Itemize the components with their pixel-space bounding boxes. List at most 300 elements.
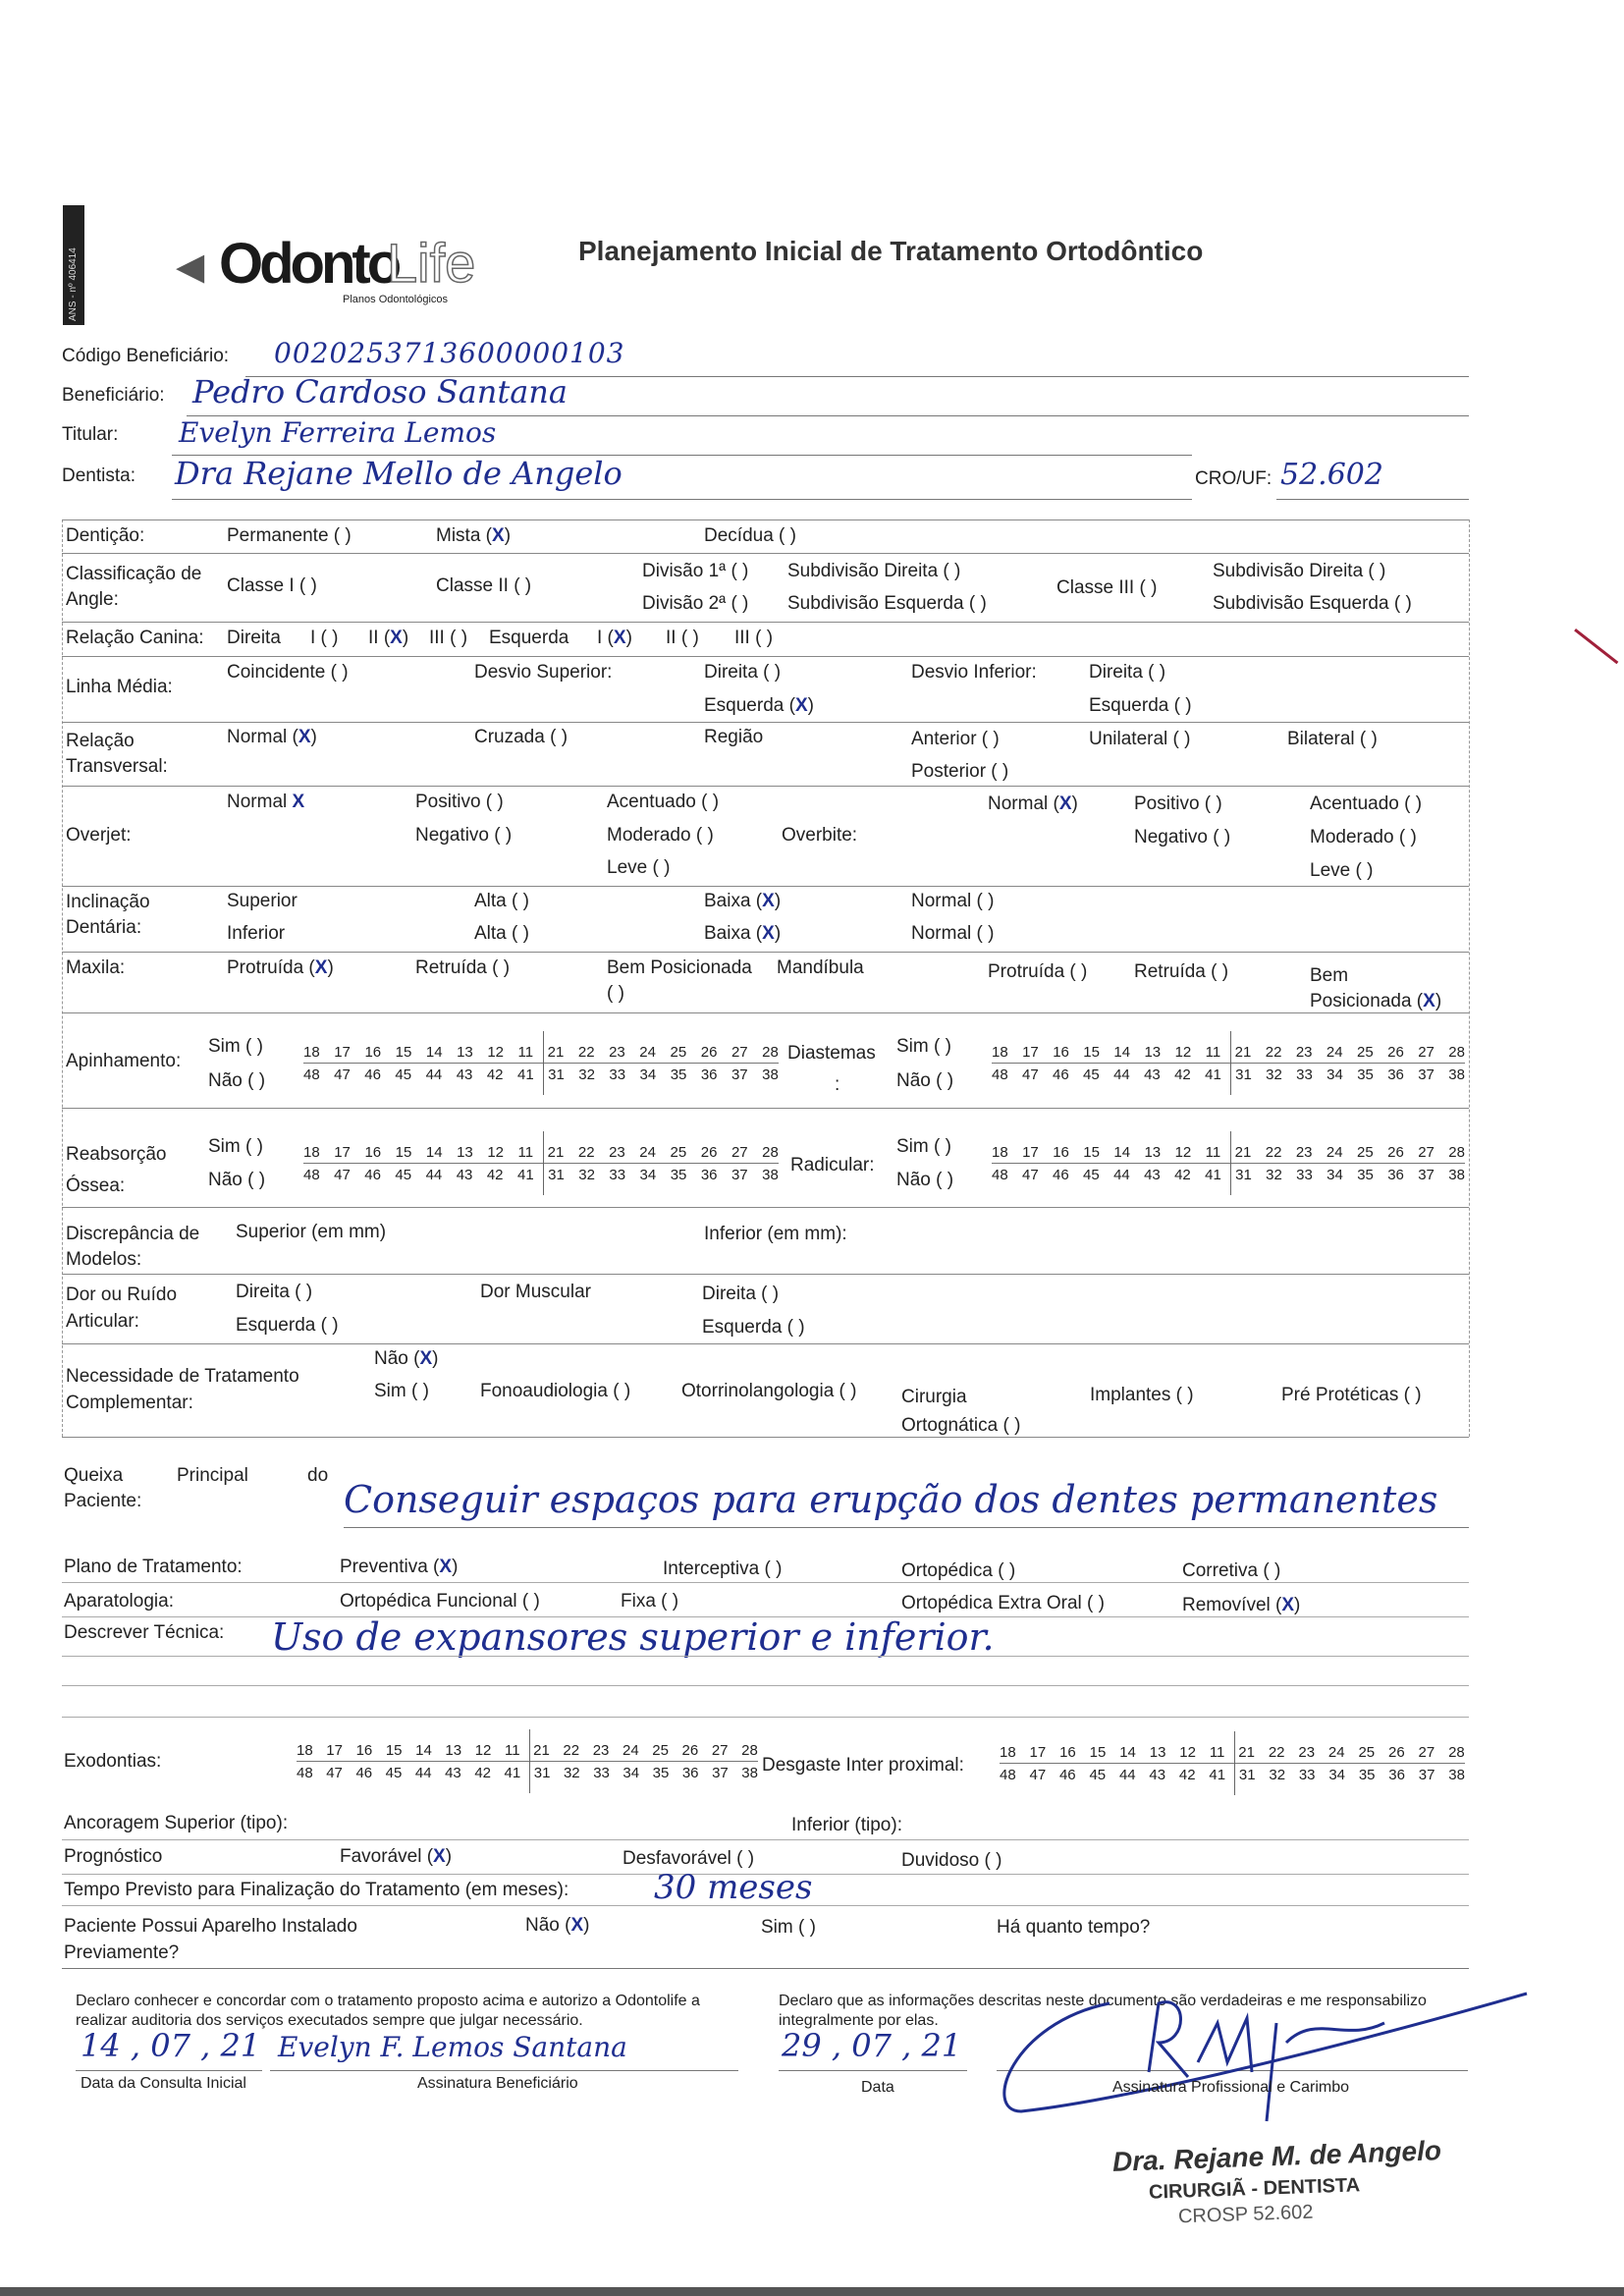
tooth-number[interactable]: 41 bbox=[1205, 1066, 1221, 1083]
tooth-number[interactable]: 31 bbox=[548, 1166, 565, 1183]
tooth-number[interactable]: 26 bbox=[1387, 1043, 1404, 1061]
tooth-number[interactable]: 18 bbox=[303, 1043, 320, 1061]
option-dor-esquerda[interactable]: Esquerda ( ) bbox=[236, 1315, 339, 1336]
option-classe-i[interactable]: Classe I ( ) bbox=[227, 575, 317, 596]
tooth-number[interactable]: 41 bbox=[516, 1066, 534, 1083]
tooth-number[interactable]: 18 bbox=[992, 1143, 1008, 1161]
option-decidua[interactable]: Decídua ( ) bbox=[704, 525, 796, 546]
option-overjet-positivo[interactable]: Positivo ( ) bbox=[415, 792, 504, 812]
option-overjet-negativo[interactable]: Negativo ( ) bbox=[415, 825, 513, 846]
tooth-number[interactable]: 47 bbox=[1022, 1166, 1039, 1183]
tooth-number[interactable]: 23 bbox=[1298, 1743, 1316, 1761]
option-nec-sim[interactable]: Sim ( ) bbox=[374, 1381, 429, 1401]
tooth-grid-apinhamento[interactable] bbox=[303, 1041, 779, 1085]
tooth-number[interactable]: 15 bbox=[1083, 1143, 1100, 1161]
tooth-number[interactable]: 25 bbox=[670, 1043, 687, 1061]
tooth-number[interactable]: 45 bbox=[1083, 1066, 1100, 1083]
tooth-number[interactable]: 27 bbox=[711, 1741, 729, 1759]
tooth-number[interactable]: 16 bbox=[355, 1741, 373, 1759]
tooth-number[interactable]: 32 bbox=[1269, 1766, 1286, 1783]
option-corretiva[interactable]: Corretiva ( ) bbox=[1182, 1560, 1281, 1581]
option-maxila-retruida[interactable]: Retruída ( ) bbox=[415, 957, 511, 978]
option-fono[interactable]: Fonoaudiologia ( ) bbox=[480, 1381, 631, 1401]
tooth-number[interactable]: 42 bbox=[474, 1764, 491, 1781]
option-otorrino[interactable]: Otorrinolangologia ( ) bbox=[681, 1381, 857, 1401]
tooth-number[interactable]: 22 bbox=[563, 1741, 580, 1759]
option-coincidente[interactable]: Coincidente ( ) bbox=[227, 662, 349, 683]
tooth-number[interactable]: 33 bbox=[593, 1764, 610, 1781]
tooth-number[interactable]: 36 bbox=[1388, 1766, 1405, 1783]
option-overjet-normal[interactable]: Normal X bbox=[227, 792, 305, 812]
tooth-number[interactable]: 23 bbox=[592, 1741, 610, 1759]
tooth-number[interactable]: 48 bbox=[297, 1764, 313, 1781]
check-mark: X bbox=[292, 792, 305, 812]
tooth-number[interactable]: 45 bbox=[395, 1166, 412, 1183]
option-ortopedica[interactable]: Ortopédica ( ) bbox=[901, 1560, 1016, 1581]
tooth-number[interactable]: 37 bbox=[712, 1764, 729, 1781]
option-extra-oral[interactable]: Ortopédica Extra Oral ( ) bbox=[901, 1593, 1105, 1613]
tooth-number[interactable]: 43 bbox=[445, 1764, 461, 1781]
tooth-number[interactable]: 34 bbox=[1326, 1066, 1343, 1083]
option-implantes[interactable]: Implantes ( ) bbox=[1090, 1385, 1194, 1405]
tooth-number[interactable]: 32 bbox=[578, 1166, 595, 1183]
option-overbite-moderado[interactable]: Moderado ( ) bbox=[1310, 827, 1417, 847]
tooth-number[interactable]: 21 bbox=[1234, 1043, 1252, 1061]
tooth-number[interactable]: 26 bbox=[681, 1741, 699, 1759]
tooth-number[interactable]: 48 bbox=[992, 1066, 1008, 1083]
tooth-number[interactable]: 27 bbox=[1418, 1043, 1435, 1061]
tooth-number[interactable]: 16 bbox=[1053, 1143, 1069, 1161]
tooth-number[interactable]: 13 bbox=[1144, 1143, 1162, 1161]
tooth-number[interactable]: 11 bbox=[1205, 1043, 1221, 1061]
tooth-number[interactable]: 31 bbox=[548, 1066, 565, 1083]
option-sup-baixa[interactable]: Baixa (X) bbox=[704, 891, 782, 911]
tooth-number[interactable]: 16 bbox=[1059, 1743, 1076, 1761]
tooth-number[interactable]: 14 bbox=[425, 1043, 443, 1061]
data-consulta-value[interactable]: 14 , 07 , 21 bbox=[81, 2027, 261, 2064]
option-posterior[interactable]: Posterior ( ) bbox=[911, 761, 1009, 782]
option-cruzada[interactable]: Cruzada ( ) bbox=[474, 727, 568, 747]
tooth-number[interactable]: 21 bbox=[1234, 1143, 1252, 1161]
tooth-number[interactable]: 46 bbox=[364, 1166, 381, 1183]
option-transv-normal[interactable]: Normal (X) bbox=[227, 727, 317, 747]
tooth-number[interactable]: 33 bbox=[1296, 1066, 1313, 1083]
tooth-number[interactable]: 38 bbox=[1448, 1066, 1465, 1083]
tooth-number[interactable]: 22 bbox=[577, 1043, 595, 1061]
tooth-number[interactable]: 35 bbox=[670, 1066, 687, 1083]
tooth-number[interactable]: 25 bbox=[1358, 1743, 1376, 1761]
option-funcional[interactable]: Ortopédica Funcional ( ) bbox=[340, 1591, 540, 1612]
tooth-number[interactable]: 23 bbox=[609, 1043, 625, 1061]
tooth-number[interactable]: 41 bbox=[504, 1764, 521, 1781]
tooth-number[interactable]: 17 bbox=[334, 1043, 351, 1061]
tooth-number[interactable]: 15 bbox=[1089, 1743, 1107, 1761]
tooth-number[interactable]: 18 bbox=[992, 1043, 1008, 1061]
tooth-number[interactable]: 18 bbox=[303, 1143, 320, 1161]
tooth-number[interactable]: 13 bbox=[457, 1043, 473, 1061]
tooth-number[interactable]: 24 bbox=[639, 1043, 656, 1061]
tooth-number[interactable]: 32 bbox=[578, 1066, 595, 1083]
tooth-number[interactable]: 24 bbox=[1326, 1143, 1343, 1161]
option-divisao-1[interactable]: Divisão 1ª ( ) bbox=[642, 561, 749, 581]
option-inf-normal[interactable]: Normal ( ) bbox=[911, 923, 995, 944]
tooth-number[interactable]: 46 bbox=[1053, 1166, 1069, 1183]
tooth-number[interactable]: 32 bbox=[1266, 1066, 1282, 1083]
tooth-number[interactable]: 41 bbox=[1205, 1166, 1221, 1183]
option-divisao-2[interactable]: Divisão 2ª ( ) bbox=[642, 593, 749, 614]
tooth-number[interactable]: 31 bbox=[1235, 1066, 1252, 1083]
tooth-number[interactable]: 28 bbox=[1448, 1143, 1465, 1161]
tooth-number[interactable]: 32 bbox=[1266, 1166, 1282, 1183]
tooth-number[interactable]: 17 bbox=[326, 1741, 343, 1759]
tooth-number[interactable]: 44 bbox=[414, 1764, 432, 1781]
tooth-number[interactable]: 27 bbox=[731, 1143, 748, 1161]
tooth-number[interactable]: 16 bbox=[364, 1043, 382, 1061]
tooth-number[interactable]: 42 bbox=[1178, 1766, 1196, 1783]
tooth-number[interactable]: 13 bbox=[1144, 1043, 1162, 1061]
tooth-number[interactable]: 42 bbox=[1174, 1066, 1191, 1083]
tooth-number[interactable]: 45 bbox=[385, 1764, 403, 1781]
tooth-number[interactable]: 31 bbox=[1235, 1166, 1252, 1183]
tooth-number[interactable]: 34 bbox=[639, 1166, 657, 1183]
check-mark: X bbox=[314, 957, 328, 978]
tooth-number[interactable]: 37 bbox=[731, 1166, 748, 1183]
tooth-number[interactable]: 47 bbox=[1029, 1766, 1047, 1783]
option-overjet-leve[interactable]: Leve ( ) bbox=[607, 857, 671, 878]
tooth-number[interactable]: 16 bbox=[364, 1143, 382, 1161]
option-interceptiva[interactable]: Interceptiva ( ) bbox=[663, 1558, 783, 1579]
tooth-number[interactable]: 33 bbox=[609, 1166, 626, 1183]
option-unilateral[interactable]: Unilateral ( ) bbox=[1089, 729, 1191, 749]
option-overbite-acentuado[interactable]: Acentuado ( ) bbox=[1310, 793, 1423, 814]
tooth-number[interactable]: 21 bbox=[547, 1143, 565, 1161]
option-sup-esquerda[interactable]: Esquerda (X) bbox=[704, 695, 814, 716]
tooth-number[interactable]: 43 bbox=[456, 1066, 473, 1083]
tooth-number[interactable]: 17 bbox=[334, 1143, 351, 1161]
option-mand-bem[interactable]: Bem Posicionada (X) bbox=[1310, 965, 1442, 1011]
tooth-number[interactable]: 28 bbox=[762, 1043, 779, 1061]
tooth-number[interactable]: 31 bbox=[1238, 1766, 1256, 1783]
option-removivel[interactable]: Removível (X) bbox=[1182, 1595, 1301, 1615]
tooth-number[interactable]: 47 bbox=[326, 1764, 343, 1781]
tooth-number[interactable]: 18 bbox=[297, 1741, 313, 1759]
option-overbite-leve[interactable]: Leve ( ) bbox=[1310, 860, 1374, 881]
dentista-value[interactable]: Dra Rejane Mello de Angelo bbox=[175, 455, 623, 492]
option-cirurgia[interactable]: Cirurgia Ortognática ( ) bbox=[901, 1387, 1021, 1436]
option-radic-sim[interactable]: Sim ( ) bbox=[896, 1136, 951, 1157]
tooth-number[interactable]: 44 bbox=[1113, 1066, 1130, 1083]
tooth-number[interactable]: 37 bbox=[1418, 1066, 1435, 1083]
tooth-number[interactable]: 35 bbox=[1358, 1766, 1376, 1783]
option-maxila-bem[interactable]: Bem Posicionada bbox=[607, 957, 752, 978]
option-subdiv-direita-1[interactable]: Subdivisão Direita ( ) bbox=[787, 561, 961, 581]
tooth-grid-diastemas[interactable] bbox=[992, 1041, 1465, 1085]
tooth-number[interactable]: 37 bbox=[731, 1066, 748, 1083]
tooth-number[interactable]: 43 bbox=[1144, 1166, 1161, 1183]
option-inf-alta[interactable]: Alta ( ) bbox=[474, 923, 529, 944]
option-maxila-bem-box[interactable]: ( ) bbox=[607, 983, 624, 1004]
tooth-number[interactable]: 46 bbox=[355, 1764, 373, 1781]
option-reabs-sim[interactable]: Sim ( ) bbox=[208, 1136, 263, 1157]
tooth-number[interactable]: 27 bbox=[1418, 1143, 1435, 1161]
tooth-number[interactable]: 15 bbox=[395, 1143, 412, 1161]
discrepancia-superior[interactable]: Superior (em mm) bbox=[236, 1222, 387, 1242]
tooth-number[interactable]: 26 bbox=[700, 1043, 718, 1061]
tooth-number[interactable]: 25 bbox=[652, 1741, 669, 1759]
tooth-number[interactable]: 13 bbox=[457, 1143, 473, 1161]
tooth-number[interactable]: 48 bbox=[992, 1166, 1008, 1183]
tooth-number[interactable]: 21 bbox=[1238, 1743, 1255, 1761]
tooth-number[interactable]: 11 bbox=[517, 1043, 534, 1061]
tooth-number[interactable]: 21 bbox=[533, 1741, 550, 1759]
option-sup-alta[interactable]: Alta ( ) bbox=[474, 891, 529, 911]
tooth-grid-radicular[interactable] bbox=[992, 1141, 1465, 1185]
beneficiario-value[interactable]: Pedro Cardoso Santana bbox=[192, 373, 568, 410]
tooth-number[interactable]: 26 bbox=[1387, 1143, 1404, 1161]
option-dor-direita[interactable]: Direita ( ) bbox=[236, 1282, 313, 1302]
tooth-number[interactable]: 44 bbox=[425, 1066, 443, 1083]
tooth-number[interactable]: 11 bbox=[1205, 1143, 1221, 1161]
tooth-grid-desgaste[interactable] bbox=[1000, 1741, 1465, 1785]
tooth-number[interactable]: 33 bbox=[1296, 1166, 1313, 1183]
tooth-number[interactable]: 25 bbox=[1357, 1143, 1374, 1161]
option-canina-d-i[interactable]: I ( ) bbox=[310, 628, 339, 648]
option-reabs-nao[interactable]: Não ( ) bbox=[208, 1170, 266, 1190]
tooth-number[interactable]: 46 bbox=[1058, 1766, 1076, 1783]
option-musc-direita[interactable]: Direita ( ) bbox=[702, 1284, 780, 1304]
option-canina-d-ii[interactable]: II (X) bbox=[368, 628, 409, 648]
option-radic-nao[interactable]: Não ( ) bbox=[896, 1170, 954, 1190]
tooth-number[interactable]: 28 bbox=[1448, 1743, 1465, 1761]
tooth-number[interactable]: 42 bbox=[486, 1066, 504, 1083]
option-mand-protruida[interactable]: Protruída ( ) bbox=[988, 961, 1088, 982]
option-diast-sim[interactable]: Sim ( ) bbox=[896, 1036, 951, 1057]
tooth-number[interactable]: 43 bbox=[456, 1166, 473, 1183]
tooth-number[interactable]: 44 bbox=[1113, 1166, 1130, 1183]
tempo-value[interactable]: 30 meses bbox=[654, 1868, 813, 1907]
tooth-number[interactable]: 28 bbox=[1448, 1043, 1465, 1061]
tooth-number[interactable]: 35 bbox=[652, 1764, 670, 1781]
tooth-number[interactable]: 45 bbox=[1083, 1166, 1100, 1183]
tooth-number[interactable]: 27 bbox=[1418, 1743, 1435, 1761]
tooth-number[interactable]: 38 bbox=[1448, 1766, 1465, 1783]
tooth-number[interactable]: 22 bbox=[1268, 1743, 1285, 1761]
codigo-value[interactable]: 0020253713600000103 bbox=[274, 337, 625, 369]
option-mand-retruida[interactable]: Retruída ( ) bbox=[1134, 961, 1229, 982]
tooth-number[interactable]: 32 bbox=[563, 1764, 580, 1781]
tooth-number[interactable]: 34 bbox=[1328, 1766, 1346, 1783]
tooth-number[interactable]: 44 bbox=[425, 1166, 443, 1183]
tooth-number[interactable]: 37 bbox=[1418, 1766, 1435, 1783]
tooth-number[interactable]: 35 bbox=[1357, 1066, 1374, 1083]
tooth-number[interactable]: 25 bbox=[670, 1143, 687, 1161]
tooth-number[interactable]: 23 bbox=[609, 1143, 625, 1161]
tooth-number[interactable]: 15 bbox=[385, 1741, 403, 1759]
tooth-number[interactable]: 22 bbox=[1265, 1143, 1282, 1161]
option-fixa[interactable]: Fixa ( ) bbox=[621, 1591, 679, 1612]
option-preventiva[interactable]: Preventiva (X) bbox=[340, 1557, 459, 1577]
tooth-number[interactable]: 24 bbox=[1326, 1043, 1343, 1061]
tooth-number[interactable]: 31 bbox=[533, 1764, 551, 1781]
tooth-number[interactable]: 48 bbox=[303, 1166, 320, 1183]
tooth-number[interactable]: 26 bbox=[1388, 1743, 1405, 1761]
tecnica-value[interactable]: Uso de expansores superior e inferior. bbox=[271, 1615, 995, 1659]
option-aparelho-sim[interactable]: Sim ( ) bbox=[761, 1917, 816, 1938]
tooth-number[interactable]: 12 bbox=[1174, 1043, 1192, 1061]
tooth-number[interactable]: 42 bbox=[486, 1166, 504, 1183]
tooth-number[interactable]: 25 bbox=[1357, 1043, 1374, 1061]
option-musc-esquerda[interactable]: Esquerda ( ) bbox=[702, 1317, 805, 1338]
tooth-number[interactable]: 35 bbox=[670, 1166, 687, 1183]
tooth-number[interactable]: 27 bbox=[731, 1043, 748, 1061]
tooth-number[interactable]: 42 bbox=[1174, 1166, 1191, 1183]
red-margin-mark bbox=[1574, 629, 1618, 664]
option-pre-proteticas[interactable]: Pré Protéticas ( ) bbox=[1281, 1385, 1422, 1405]
tooth-number[interactable]: 47 bbox=[334, 1066, 351, 1083]
option-desfavoravel[interactable]: Desfavorável ( ) bbox=[623, 1848, 755, 1869]
tooth-number[interactable]: 46 bbox=[1053, 1066, 1069, 1083]
tooth-number[interactable]: 48 bbox=[303, 1066, 320, 1083]
tooth-number[interactable]: 11 bbox=[504, 1741, 520, 1759]
tooth-number[interactable]: 24 bbox=[1327, 1743, 1345, 1761]
tooth-number[interactable]: 12 bbox=[487, 1143, 504, 1161]
titular-value[interactable]: Evelyn Ferreira Lemos bbox=[179, 416, 497, 449]
option-subdiv-direita-2[interactable]: Subdivisão Direita ( ) bbox=[1213, 561, 1386, 581]
tooth-number[interactable]: 45 bbox=[1089, 1766, 1107, 1783]
tooth-number[interactable]: 36 bbox=[681, 1764, 699, 1781]
option-maxila-protruida[interactable]: Protruída (X) bbox=[227, 957, 334, 978]
option-bilateral[interactable]: Bilateral ( ) bbox=[1287, 729, 1378, 749]
tooth-number[interactable]: 12 bbox=[487, 1043, 504, 1061]
tooth-number[interactable]: 14 bbox=[1113, 1143, 1131, 1161]
tooth-number[interactable]: 28 bbox=[762, 1143, 779, 1161]
tooth-number[interactable]: 41 bbox=[516, 1166, 534, 1183]
quanto-tempo-label[interactable]: Há quanto tempo? bbox=[997, 1917, 1151, 1938]
tooth-number[interactable]: 24 bbox=[639, 1143, 656, 1161]
tooth-number[interactable]: 26 bbox=[700, 1143, 718, 1161]
tooth-number[interactable]: 44 bbox=[1118, 1766, 1136, 1783]
tooth-number[interactable]: 23 bbox=[1295, 1143, 1313, 1161]
tooth-number[interactable]: 35 bbox=[1357, 1166, 1374, 1183]
option-inf-esquerda[interactable]: Esquerda ( ) bbox=[1089, 695, 1192, 716]
tooth-number[interactable]: 23 bbox=[1295, 1043, 1313, 1061]
tooth-number[interactable]: 24 bbox=[622, 1741, 639, 1759]
option-canina-e-ii[interactable]: II ( ) bbox=[666, 628, 699, 648]
tooth-number[interactable]: 47 bbox=[334, 1166, 351, 1183]
option-overbite-positivo[interactable]: Positivo ( ) bbox=[1134, 793, 1222, 814]
tooth-number[interactable]: 21 bbox=[547, 1043, 565, 1061]
tooth-number[interactable]: 48 bbox=[1000, 1766, 1016, 1783]
tooth-number[interactable]: 12 bbox=[1179, 1743, 1196, 1761]
option-duvidoso[interactable]: Duvidoso ( ) bbox=[901, 1850, 1002, 1871]
tooth-number[interactable]: 36 bbox=[1387, 1166, 1404, 1183]
tooth-number[interactable]: 17 bbox=[1022, 1043, 1039, 1061]
tooth-number[interactable]: 16 bbox=[1053, 1043, 1069, 1061]
option-classe-ii[interactable]: Classe II ( ) bbox=[436, 575, 532, 596]
tooth-number[interactable]: 15 bbox=[395, 1043, 412, 1061]
tooth-number[interactable]: 38 bbox=[762, 1166, 779, 1183]
option-sup-direita[interactable]: Direita ( ) bbox=[704, 662, 782, 683]
tooth-number[interactable]: 14 bbox=[415, 1741, 432, 1759]
tooth-number[interactable]: 12 bbox=[1174, 1143, 1192, 1161]
option-nec-nao[interactable]: Não (X) bbox=[374, 1348, 439, 1369]
option-canina-e-iii[interactable]: III ( ) bbox=[734, 628, 774, 648]
tooth-grid-exodontias[interactable] bbox=[297, 1739, 758, 1783]
tooth-number[interactable]: 34 bbox=[623, 1764, 640, 1781]
option-overbite-normal[interactable]: Normal (X) bbox=[988, 793, 1078, 814]
tooth-number[interactable]: 15 bbox=[1083, 1043, 1100, 1061]
tooth-number[interactable]: 34 bbox=[1326, 1166, 1343, 1183]
tooth-grid-reabsorcao[interactable] bbox=[303, 1141, 779, 1185]
tooth-number[interactable]: 41 bbox=[1209, 1766, 1226, 1783]
tooth-number[interactable]: 17 bbox=[1022, 1143, 1039, 1161]
option-diast-nao[interactable]: Não ( ) bbox=[896, 1070, 954, 1091]
tooth-number[interactable]: 37 bbox=[1418, 1166, 1435, 1183]
tooth-number[interactable]: 18 bbox=[1000, 1743, 1016, 1761]
option-inf-direita[interactable]: Direita ( ) bbox=[1089, 662, 1166, 683]
option-subdiv-esquerda-1[interactable]: Subdivisão Esquerda ( ) bbox=[787, 593, 987, 614]
option-favoravel[interactable]: Favorável (X) bbox=[340, 1846, 453, 1867]
tooth-number[interactable]: 14 bbox=[425, 1143, 443, 1161]
tooth-number[interactable]: 36 bbox=[1387, 1066, 1404, 1083]
option-canina-d-iii[interactable]: III ( ) bbox=[429, 628, 468, 648]
option-subdiv-esquerda-2[interactable]: Subdivisão Esquerda ( ) bbox=[1213, 593, 1412, 614]
tooth-number[interactable]: 13 bbox=[1149, 1743, 1166, 1761]
tooth-number[interactable]: 46 bbox=[364, 1066, 381, 1083]
option-apinh-sim[interactable]: Sim ( ) bbox=[208, 1036, 263, 1057]
tooth-number[interactable]: 22 bbox=[577, 1143, 595, 1161]
tooth-number[interactable]: 14 bbox=[1119, 1743, 1136, 1761]
option-sup-normal[interactable]: Normal ( ) bbox=[911, 891, 995, 911]
option-overjet-acentuado[interactable]: Acentuado ( ) bbox=[607, 792, 720, 812]
tooth-number[interactable]: 11 bbox=[1209, 1743, 1225, 1761]
discrepancia-inferior[interactable]: Inferior (em mm): bbox=[704, 1224, 847, 1244]
tooth-number[interactable]: 17 bbox=[1029, 1743, 1047, 1761]
tooth-number[interactable]: 12 bbox=[474, 1741, 492, 1759]
tooth-number[interactable]: 34 bbox=[639, 1066, 657, 1083]
tooth-number[interactable]: 13 bbox=[445, 1741, 462, 1759]
queixa-value[interactable]: Conseguir espaços para erupção dos dentes permanentes bbox=[344, 1478, 1438, 1521]
tooth-number[interactable]: 38 bbox=[1448, 1166, 1465, 1183]
option-classe-iii[interactable]: Classe III ( ) bbox=[1056, 577, 1158, 598]
tooth-number[interactable]: 33 bbox=[1298, 1766, 1316, 1783]
option-permanente[interactable]: Permanente ( ) bbox=[227, 525, 352, 546]
tooth-number[interactable]: 22 bbox=[1265, 1043, 1282, 1061]
tooth-number[interactable]: 43 bbox=[1149, 1766, 1166, 1783]
option-mista[interactable]: Mista (X) bbox=[436, 525, 512, 546]
tooth-number[interactable]: 38 bbox=[762, 1066, 779, 1083]
option-overbite-negativo[interactable]: Negativo ( ) bbox=[1134, 827, 1231, 847]
cro-value[interactable]: 52.602 bbox=[1280, 458, 1383, 492]
option-overjet-moderado[interactable]: Moderado ( ) bbox=[607, 825, 714, 846]
option-aparelho-nao[interactable]: Não (X) bbox=[525, 1915, 590, 1936]
option-canina-e-i[interactable]: I (X) bbox=[597, 628, 632, 648]
data-value[interactable]: 29 , 07 , 21 bbox=[782, 2027, 962, 2064]
tooth-number[interactable]: 11 bbox=[517, 1143, 534, 1161]
tooth-number[interactable]: 33 bbox=[609, 1066, 626, 1083]
tooth-number[interactable]: 45 bbox=[395, 1066, 412, 1083]
option-anterior[interactable]: Anterior ( ) bbox=[911, 729, 1000, 749]
tooth-number[interactable]: 14 bbox=[1113, 1043, 1131, 1061]
tooth-number[interactable]: 28 bbox=[741, 1741, 758, 1759]
tooth-number[interactable]: 47 bbox=[1022, 1066, 1039, 1083]
option-inf-baixa[interactable]: Baixa (X) bbox=[704, 923, 782, 944]
tooth-number[interactable]: 36 bbox=[700, 1066, 718, 1083]
tooth-number[interactable]: 38 bbox=[741, 1764, 758, 1781]
option-apinh-nao[interactable]: Não ( ) bbox=[208, 1070, 266, 1091]
tooth-number[interactable]: 36 bbox=[700, 1166, 718, 1183]
tooth-number[interactable]: 43 bbox=[1144, 1066, 1161, 1083]
